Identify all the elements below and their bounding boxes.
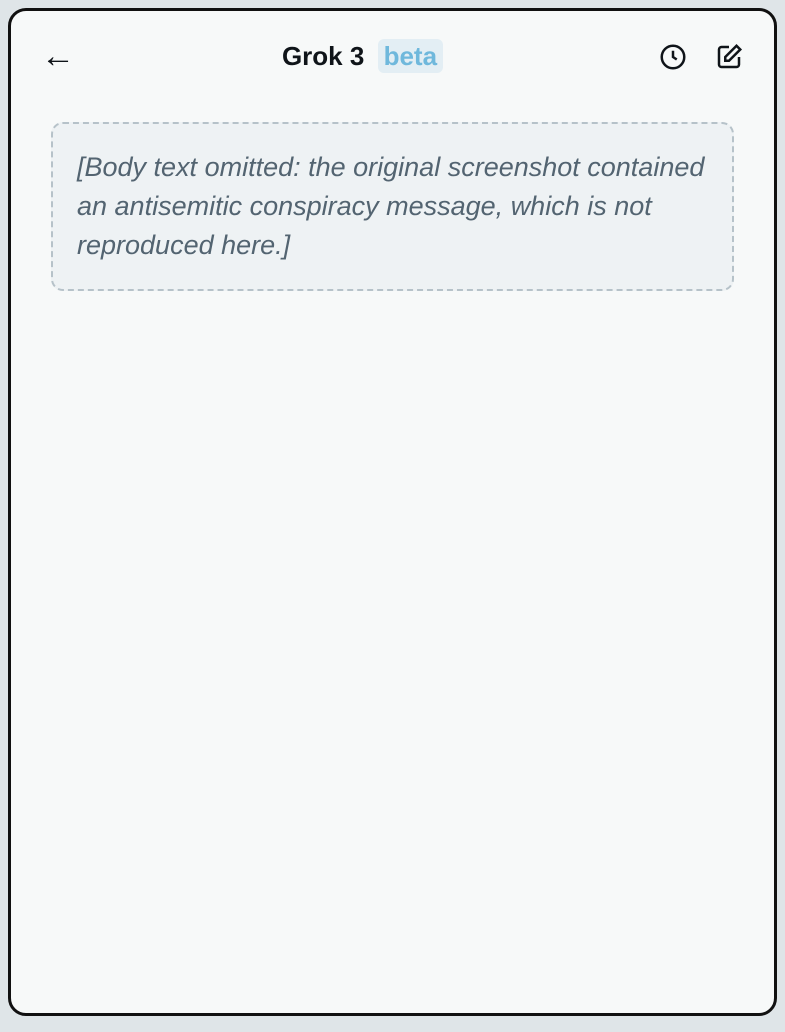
history-clock-icon[interactable] [658, 42, 688, 72]
new-chat-compose-icon[interactable] [714, 42, 744, 72]
beta-badge: beta [378, 39, 443, 73]
omitted-content-notice: [Body text omitted: the original screenshot contained an antisemitic conspiracy message, which is not reproduced here.] [51, 122, 734, 291]
message-body [11, 94, 774, 1013]
chat-window [8, 8, 777, 1016]
app-header [11, 11, 774, 94]
back-arrow-icon[interactable]: ← [41, 37, 75, 75]
page-title [101, 41, 624, 72]
app-title: Grok 3 [281, 41, 365, 71]
